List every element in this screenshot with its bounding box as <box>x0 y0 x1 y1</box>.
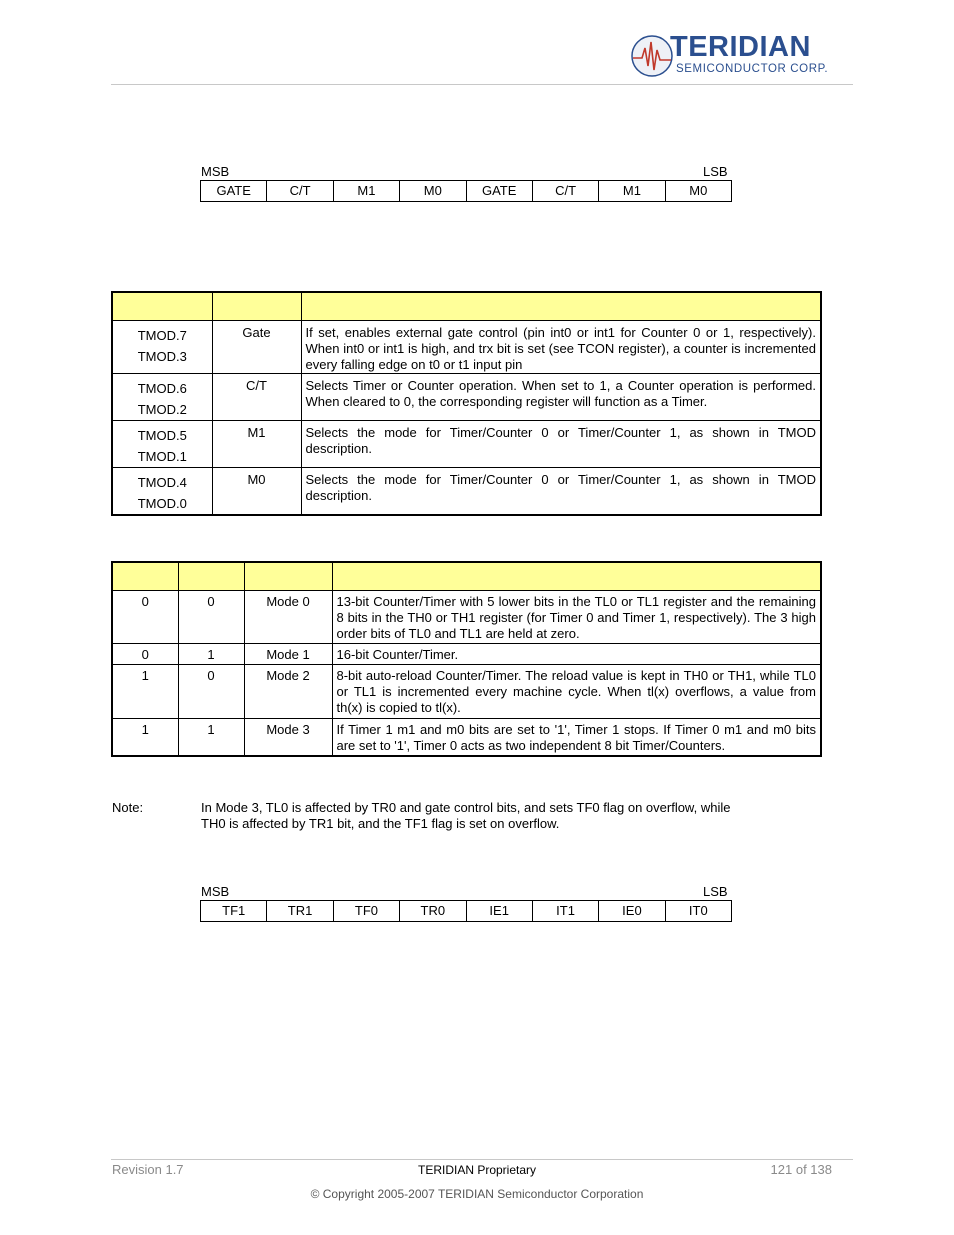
table-row <box>112 643 821 664</box>
header-rule <box>111 84 853 85</box>
footer-copyright: © Copyright 2005-2007 TERIDIAN Semiconductor Corporation <box>310 1187 644 1201</box>
bit-cell: IE1 <box>467 901 533 921</box>
m0-value: 0 <box>178 590 244 643</box>
bit-description: Selects Timer or Counter operation. When set to 1, a Counter operation is performed. When cleared to 0, the corresponding register will function as a Timer. <box>301 373 821 420</box>
note-text <box>201 800 801 832</box>
m1-value: 1 <box>112 664 178 718</box>
register-bit: TMOD.3 <box>137 348 187 364</box>
bit-name: C/T <box>212 373 301 420</box>
footer-proprietary: TERIDIAN Proprietary <box>417 1163 537 1177</box>
bit-cell: M1 <box>334 181 400 201</box>
m0-value: 0 <box>178 664 244 718</box>
mode-name: Mode 1 <box>244 643 332 664</box>
bit-name: M1 <box>212 420 301 467</box>
bit-cell: TF0 <box>334 901 400 921</box>
note-line: In Mode 3, TL0 is affected by TR0 and gate control bits, and sets TF0 flag on overflow, while <box>201 800 731 815</box>
mode-name: Mode 3 <box>244 718 332 756</box>
note-label: Note: <box>112 800 144 815</box>
table-header-row <box>112 292 821 320</box>
note-line: TH0 is affected by TR1 bit, and the TF1 flag is set on overflow. <box>201 816 560 831</box>
bit-cell: C/T <box>267 181 333 201</box>
table-header-row <box>112 562 821 590</box>
table-row <box>112 467 821 515</box>
register-bit: TMOD.4 <box>137 474 187 490</box>
tcon-lsb-label: LSB <box>703 884 728 899</box>
m0-value: 1 <box>178 718 244 756</box>
bit-cell: TR0 <box>400 901 466 921</box>
bit-cell: M0 <box>400 181 466 201</box>
bit-cell: M1 <box>599 181 665 201</box>
bit-name: M0 <box>212 467 301 515</box>
footer-page-number: 121 of 138 <box>770 1162 832 1177</box>
m0-value: 1 <box>178 643 244 664</box>
table-row <box>112 373 821 420</box>
timer-mode-table <box>111 561 822 757</box>
table-row <box>112 320 821 373</box>
mode-description: If Timer 1 m1 and m0 bits are set to '1', Timer 1 stops. If Timer 0 m1 and m0 bits are set to '1', Timer 0 acts as two independent 8 bit Timer/Counters. <box>332 718 821 756</box>
tcon-msb-label: MSB <box>201 884 230 899</box>
bit-cell: TR1 <box>267 901 333 921</box>
bit-cell: IE0 <box>599 901 665 921</box>
tmod-description-table <box>111 291 822 516</box>
bit-description: Selects the mode for Timer/Counter 0 or Timer/Counter 1, as shown in TMOD description. <box>301 420 821 467</box>
tcon-bit-row <box>200 900 732 922</box>
bit-cell: GATE <box>467 181 533 201</box>
m1-value: 0 <box>112 643 178 664</box>
bit-cell: GATE <box>201 181 267 201</box>
teridian-logo-icon <box>630 34 674 78</box>
table-row <box>112 420 821 467</box>
bit-description: If set, enables external gate control (pin int0 or int1 for Counter 0 or 1, respectively). When int0 or int1 is high, and trx bit is set (see TCON register), a counter is incremented every falling edge on t0 or t1 input pin <box>301 320 821 373</box>
mode-description: 8-bit auto-reload Counter/Timer. The reload value is kept in TH0 or TH1, while TL0 or TL1 is incremented every machine cycle. When tl(x) overflows, a value from th(x) is copied to tl(x). <box>332 664 821 718</box>
bit-cell: IT0 <box>688 903 708 918</box>
register-bit: TMOD.1 <box>137 448 187 464</box>
bit-name: Gate <box>212 320 301 373</box>
tmod-bit-row <box>200 180 732 202</box>
teridian-logo <box>630 33 830 79</box>
table-row <box>112 590 821 643</box>
tmod-lsb-label: LSB <box>703 164 728 179</box>
register-bit: TMOD.5 <box>137 427 187 443</box>
register-bit: TMOD.0 <box>137 495 187 511</box>
table-row <box>112 664 821 718</box>
footer-revision: Revision 1.7 <box>112 1162 184 1177</box>
bit-cell: TF1 <box>201 901 267 921</box>
bit-cell: M0 <box>689 183 708 198</box>
register-bit: TMOD.2 <box>137 401 187 417</box>
mode-name: Mode 2 <box>244 664 332 718</box>
footer-rule <box>111 1159 853 1160</box>
bit-description: Selects the mode for Timer/Counter 0 or Timer/Counter 1, as shown in TMOD description. <box>301 467 821 515</box>
mode-description: 16-bit Counter/Timer. <box>332 643 821 664</box>
bit-cell: IT1 <box>533 901 599 921</box>
tmod-msb-label: MSB <box>201 164 230 179</box>
logo-subtitle: SEMICONDUCTOR CORP. <box>676 63 829 75</box>
logo-wordmark: TERIDIAN <box>670 31 811 63</box>
table-row <box>112 718 821 756</box>
bit-cell: C/T <box>533 181 599 201</box>
m1-value: 1 <box>112 718 178 756</box>
mode-description: 13-bit Counter/Timer with 5 lower bits in the TL0 or TL1 register and the remaining 8 bits in the TH0 or TH1 register (for Timer 0 and Timer 1, respectively). The 3 high order bits of TL0 and TL1 are held at zero. <box>332 590 821 643</box>
mode-name: Mode 0 <box>244 590 332 643</box>
register-bit: TMOD.6 <box>137 380 187 396</box>
m1-value: 0 <box>112 590 178 643</box>
register-bit: TMOD.7 <box>137 327 187 343</box>
